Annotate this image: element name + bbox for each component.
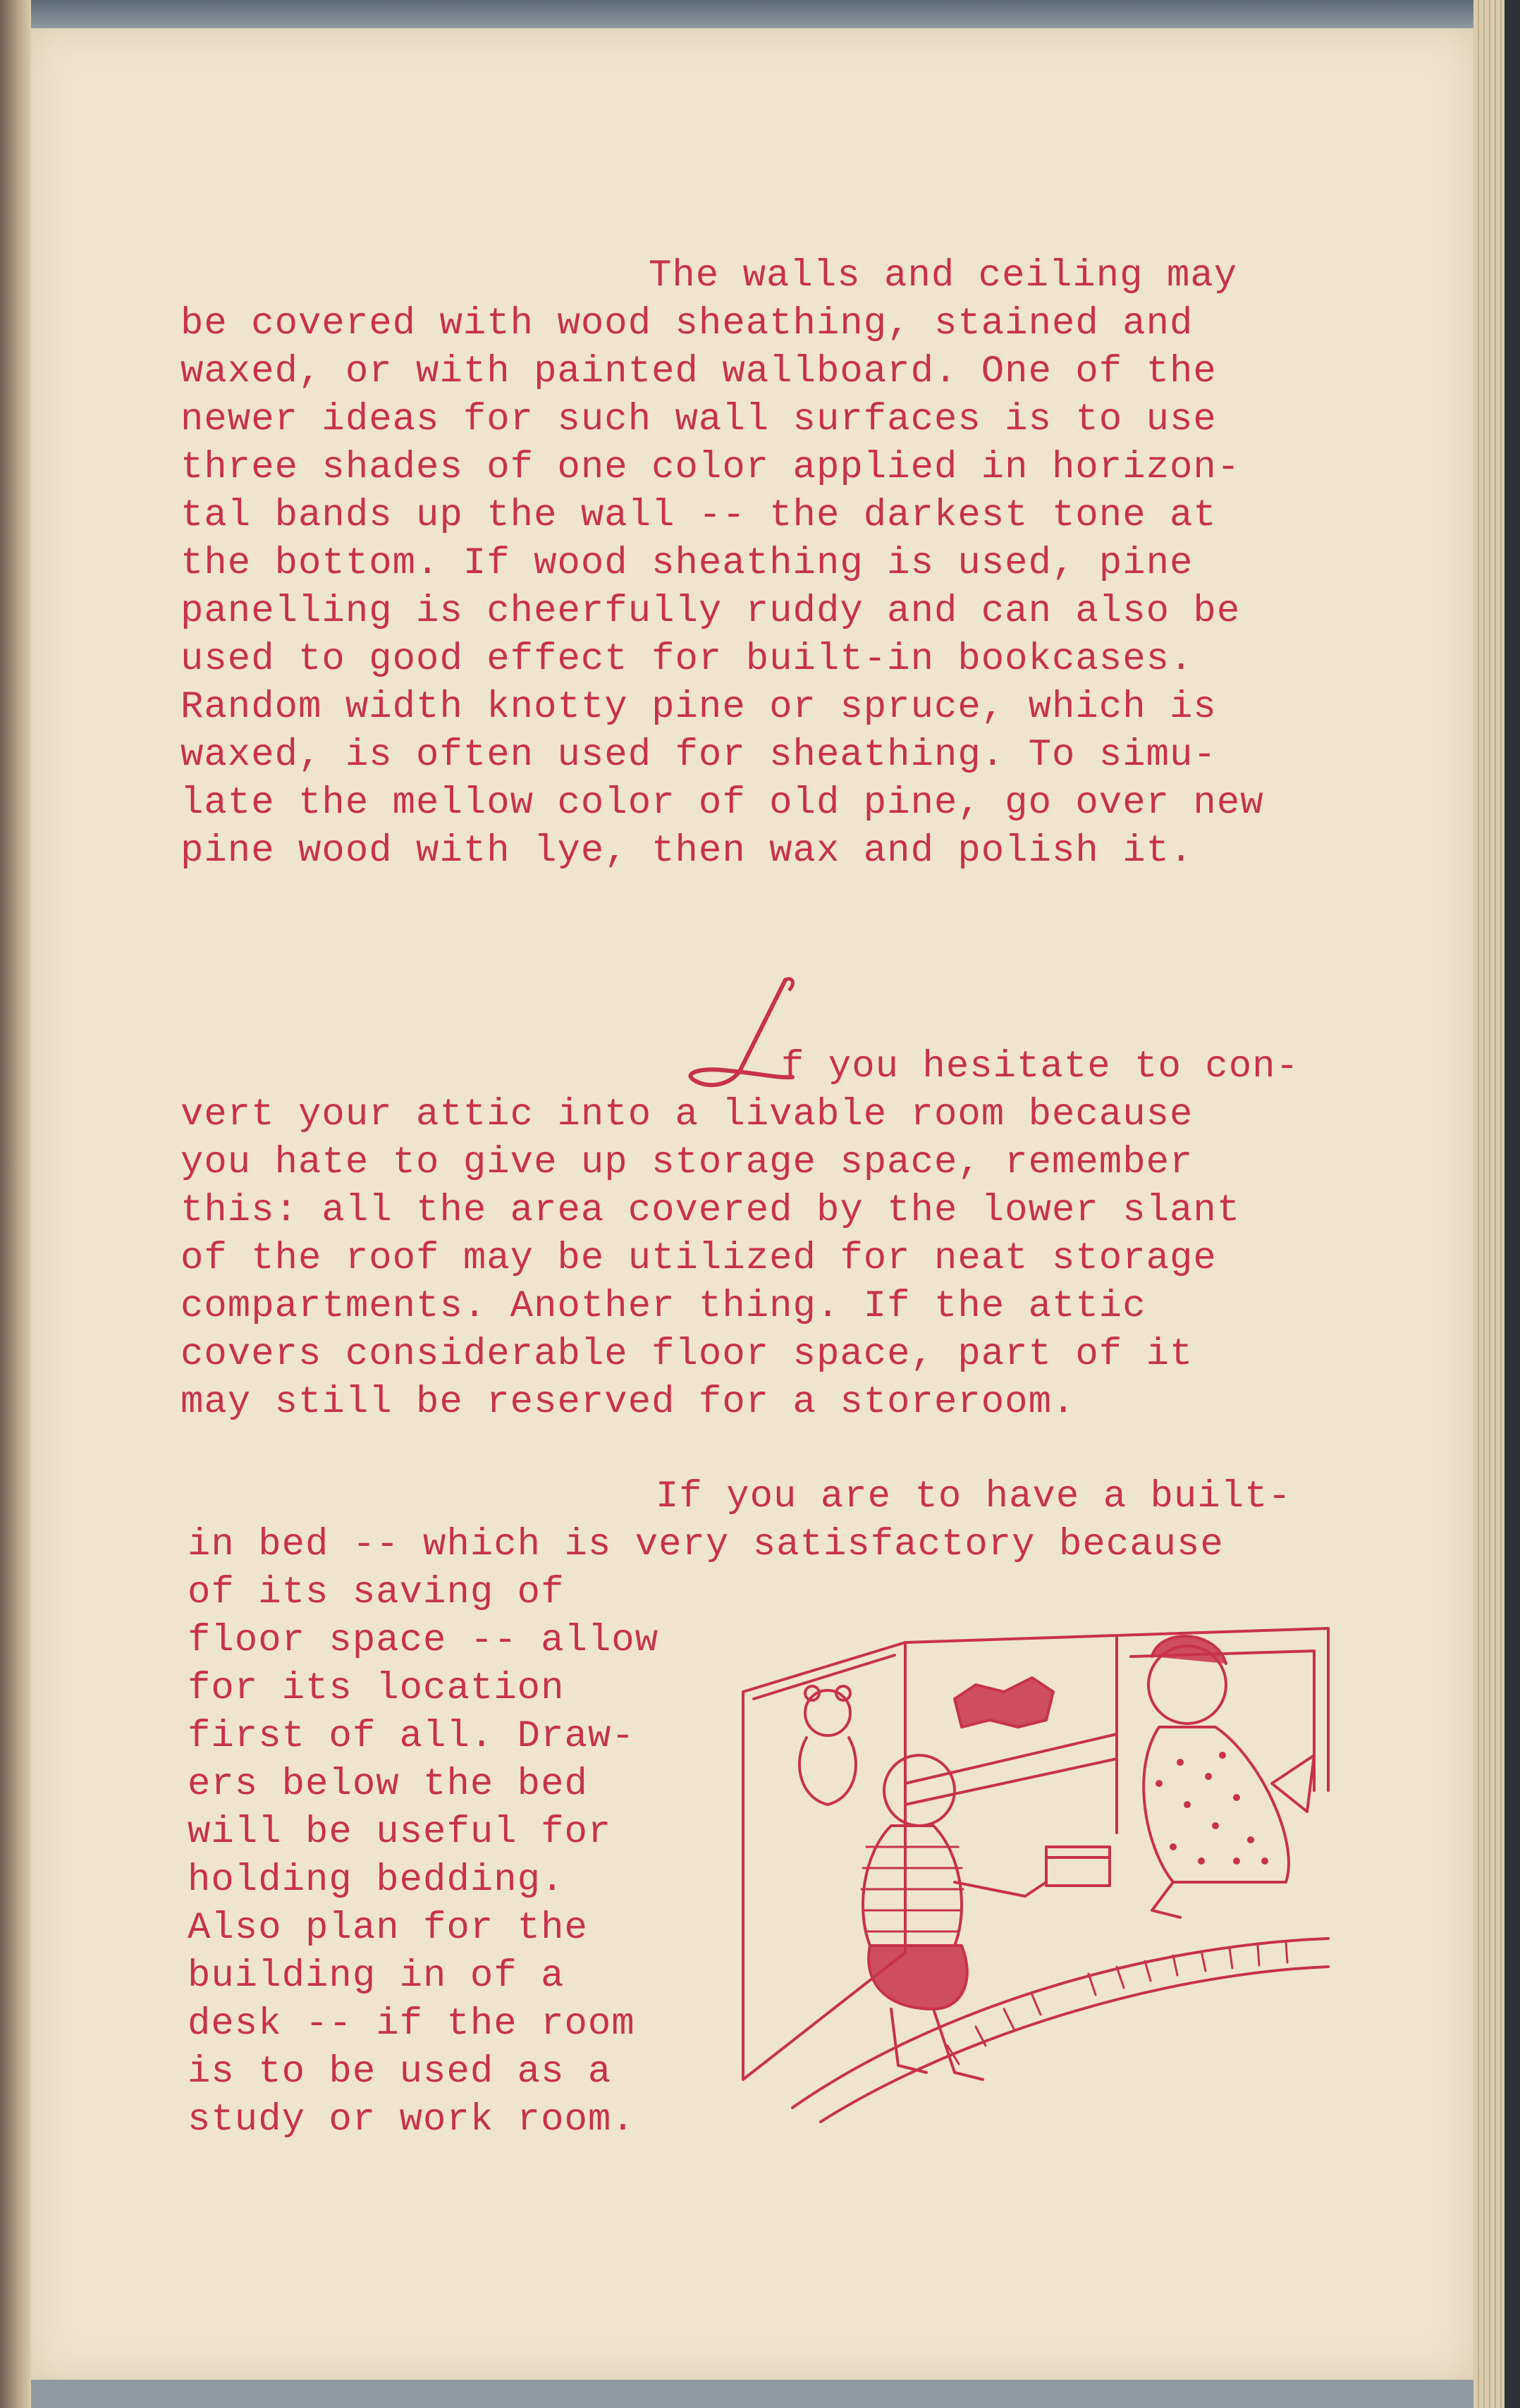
paragraph-1-line: tal bands up the wall -- the darkest tone at [180,494,1217,537]
paragraph-2-line: of the roof may be utilized for neat storage [180,1237,1217,1280]
paragraph-3-line: If you are to have a built- [656,1475,1292,1518]
paragraph-3-line: is to be used as a [188,2051,612,2094]
paragraph-3-line: desk -- if the room [188,2003,635,2046]
paragraph-3-line: holding bedding. [188,1859,565,1902]
paragraph-3-line: for its location [188,1667,565,1710]
paragraph-3-line: of its saving of [188,1571,565,1614]
paragraph-1-line: the bottom. If wood sheathing is used, pine [180,542,1194,585]
paragraph-1-line: three shades of one color applied in horizon- [180,446,1241,489]
children-playing-illustration [722,1614,1342,2136]
book-cover-top-edge [0,0,1520,28]
paragraph-1-line: late the mellow color of old pine, go over new [180,782,1264,825]
paragraph-2-line: this: all the area covered by the lower slant [180,1189,1241,1232]
paragraph-2-line: covers considerable floor space, part of it [180,1333,1194,1376]
paragraph-1-line: used to good effect for built-in bookcases. [180,638,1194,681]
paragraph-2-line: you hate to give up storage space, remember [180,1141,1194,1184]
paragraph-3-line: floor space -- allow [188,1619,659,1662]
book-page [31,28,1473,2380]
book-spine-gutter [0,0,31,2408]
paragraph-3-line: first of all. Draw- [188,1715,635,1758]
paragraph-1-line: waxed, is often used for sheathing. To simu- [180,734,1217,777]
paragraph-1-line: be covered with wood sheathing, stained and [180,302,1194,345]
page-edges [1473,0,1520,2408]
paragraph-3-line: Also plan for the [188,1907,588,1950]
paragraph-2-line: f you hesitate to con- [781,1045,1299,1088]
paragraph-2-line: may still be reserved for a storeroom. [180,1381,1076,1424]
paragraph-3-line: in bed -- which is very satisfactory because [188,1523,1224,1566]
paragraph-3-line: ers below the bed [188,1763,588,1806]
paragraph-1-line: pine wood with lye, then wax and polish it. [180,830,1194,873]
paragraph-1-line: The walls and ceiling may [649,254,1238,297]
paragraph-3-line: will be useful for [188,1811,612,1854]
paragraph-3-line: building in of a [188,1955,565,1998]
paragraph-1-line: panelling is cheerfully ruddy and can also be [180,590,1241,633]
paragraph-1-line: Random width knotty pine or spruce, which is [180,686,1217,729]
paragraph-1-line: newer ideas for such wall surfaces is to use [180,398,1217,441]
paragraph-3-line: study or work room. [188,2099,635,2142]
paragraph-1-line: waxed, or with painted wallboard. One of the [180,350,1217,393]
paragraph-2-line: vert your attic into a livable room because [180,1093,1194,1136]
paragraph-2-line: compartments. Another thing. If the attic [180,1285,1146,1328]
